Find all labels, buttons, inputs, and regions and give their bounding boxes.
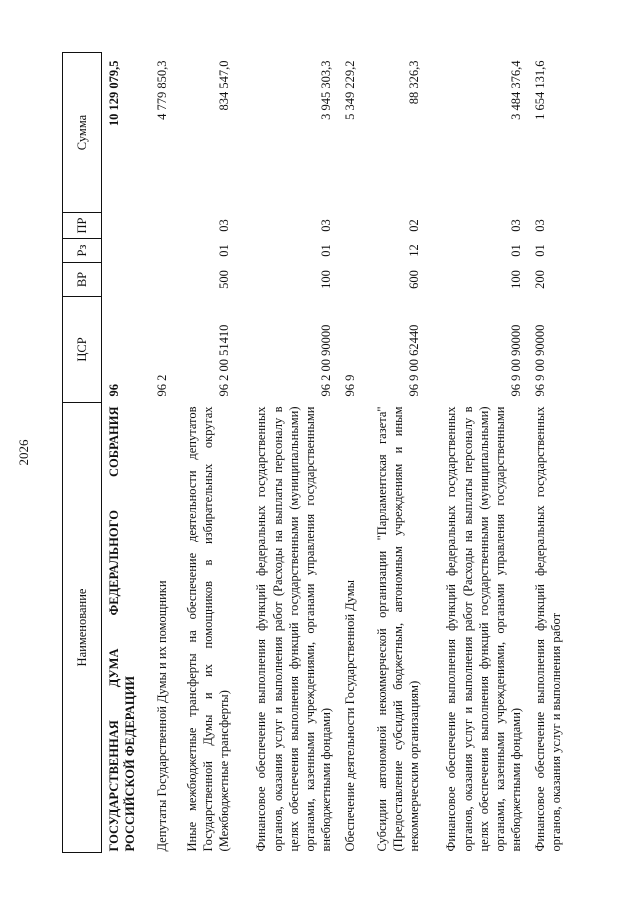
row-pr: 02 (407, 219, 422, 232)
row-vr: 200 (532, 270, 547, 289)
row-rz (150, 239, 174, 263)
row-rz: 01 (319, 244, 334, 257)
row-pr (150, 213, 174, 239)
table-header-row (63, 53, 102, 853)
header-name: Наименование (63, 403, 102, 853)
table-row (150, 53, 174, 853)
table-row (338, 53, 364, 853)
header-rz: Рз (63, 239, 102, 263)
row-sum: 4 779 850,3 (154, 60, 169, 120)
table-row (528, 53, 568, 853)
row-vr (338, 263, 364, 297)
row-rz (102, 239, 150, 263)
header-vr: ВР (63, 263, 102, 297)
table-row (102, 53, 150, 853)
row-vr: 600 (407, 270, 422, 289)
row-csr: 96 9 00 90000 (532, 324, 547, 397)
row-sum: 5 349 229,2 (342, 60, 357, 120)
header-pr: ПР (63, 213, 102, 239)
row-pr: 03 (319, 219, 334, 232)
row-rz: 01 (217, 244, 232, 257)
row-csr: 96 9 (342, 374, 357, 397)
table-row (236, 53, 338, 853)
row-sum: 10 129 079,5 (107, 60, 121, 127)
row-sum: 3 484 376,4 (509, 60, 524, 120)
row-name: Иные межбюджетные трансферты на обеспечение деятельности депутатов Государственной Думы и их помощников в избирательных округах (Межбюджетные трансферты) (184, 406, 232, 852)
row-csr: 96 9 00 90000 (509, 324, 524, 397)
row-pr (102, 213, 150, 239)
row-rz: 01 (532, 244, 547, 257)
page-year: 2026 (16, 439, 31, 466)
row-name: Финансовое обеспечение выполнения функций федеральных государственных органов, оказания услуг и выполнения работ (Расходы на выплаты персоналу в целях обеспечения выполнения функций государственными (муниципальными) органами, казенными учреждениями, органами управления государственными внебюджетными фондами) (254, 406, 334, 852)
budget-table (62, 52, 568, 853)
row-rz: 12 (407, 244, 422, 257)
row-vr (150, 263, 174, 297)
table-row (426, 53, 528, 853)
header-sum: Сумма (63, 53, 102, 213)
row-csr: 96 2 (154, 374, 169, 397)
row-name: Обеспечение деятельности Государственной Думы (342, 579, 357, 852)
row-rz: 01 (509, 244, 524, 257)
row-pr (338, 213, 364, 239)
row-vr: 100 (319, 270, 334, 289)
row-vr (102, 263, 150, 297)
row-sum: 834 547,0 (217, 60, 232, 111)
table-row (174, 53, 236, 853)
row-vr: 100 (509, 270, 524, 289)
row-pr: 03 (217, 219, 232, 232)
row-csr: 96 (107, 384, 121, 397)
row-sum: 1 654 131,6 (532, 60, 547, 120)
row-vr: 500 (217, 270, 232, 289)
row-csr: 96 2 00 51410 (217, 324, 232, 397)
row-sum: 3 945 303,3 (319, 60, 334, 120)
row-pr: 03 (532, 219, 547, 232)
header-csr: ЦСР (63, 297, 102, 403)
row-name: Субсидии автономной некоммерческой организации "Парламентская газета" (Предоставление субсидий бюджетным, автономным учреждениям и иным некоммерческим организациям) (374, 406, 422, 852)
table-row (364, 53, 426, 853)
row-rz (338, 239, 364, 263)
row-name: Финансовое обеспечение выполнения функций федеральных государственных органов, оказания услуг и выполнения работ (Расходы на выплаты персоналу в целях обеспечения выполнения функций государственными (муниципальными) органами, казенными учреждениями, органами управления государственными внебюджетными фондами) (444, 406, 524, 852)
row-pr: 03 (509, 219, 524, 232)
row-name: Депутаты Государственной Думы и их помощники (154, 580, 169, 852)
row-name: Финансовое обеспечение выполнения функций федеральных государственных органов, оказания услуг и выполнения работ (532, 406, 563, 852)
row-csr: 96 9 00 62440 (407, 324, 422, 397)
row-name: ГОСУДАРСТВЕННАЯ ДУМА ФЕДЕРАЛЬНОГО СОБРАНИЯ РОССИЙСКОЙ ФЕДЕРАЦИИ (107, 406, 138, 852)
row-sum: 88 326,3 (407, 60, 422, 105)
row-csr: 96 2 00 90000 (319, 324, 334, 397)
